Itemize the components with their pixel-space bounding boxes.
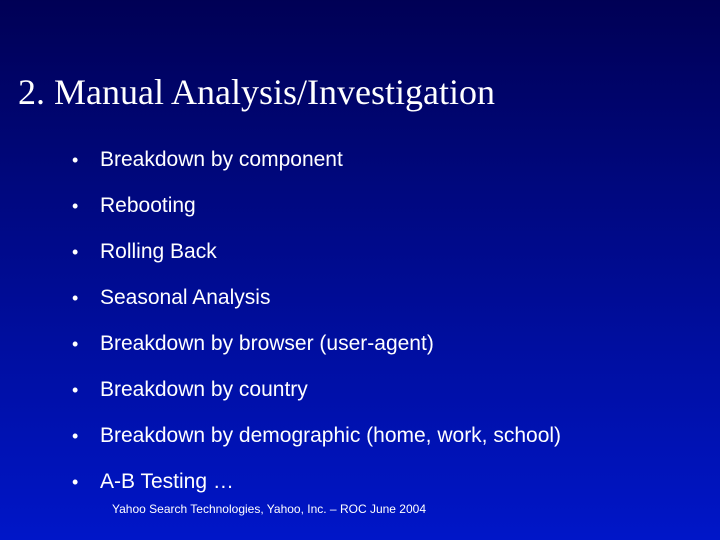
bullet-icon: •	[72, 333, 79, 354]
bullet-text: Breakdown by demographic (home, work, school)	[100, 424, 562, 447]
bullet-icon: •	[72, 379, 79, 400]
bullet-text: Breakdown by country	[100, 378, 308, 401]
bullet-item	[72, 183, 561, 229]
bullet-icon: •	[72, 425, 79, 446]
bullet-icon: •	[72, 241, 79, 262]
slide-title: 2. Manual Analysis/Investigation	[18, 72, 495, 112]
bullet-icon: •	[72, 471, 79, 492]
bullet-text: Breakdown by component	[100, 148, 343, 171]
bullet-icon: •	[72, 287, 79, 308]
bullet-icon: •	[72, 195, 79, 216]
bullet-item	[72, 275, 561, 321]
bullet-list	[72, 137, 561, 505]
bullet-text: Rebooting	[100, 194, 196, 217]
bullet-item	[72, 413, 561, 459]
bullet-icon: •	[72, 149, 79, 170]
bullet-item	[72, 321, 561, 367]
bullet-text: Rolling Back	[100, 240, 217, 263]
bullet-item	[72, 459, 561, 505]
bullet-text: Seasonal Analysis	[100, 286, 271, 309]
bullet-item	[72, 367, 561, 413]
bullet-text: Breakdown by browser (user-agent)	[100, 332, 434, 355]
bullet-text: A-B Testing …	[100, 470, 234, 493]
bullet-item	[72, 137, 561, 183]
slide-footer: Yahoo Search Technologies, Yahoo, Inc. – ROC June 2004	[112, 502, 426, 516]
bullet-item	[72, 229, 561, 275]
